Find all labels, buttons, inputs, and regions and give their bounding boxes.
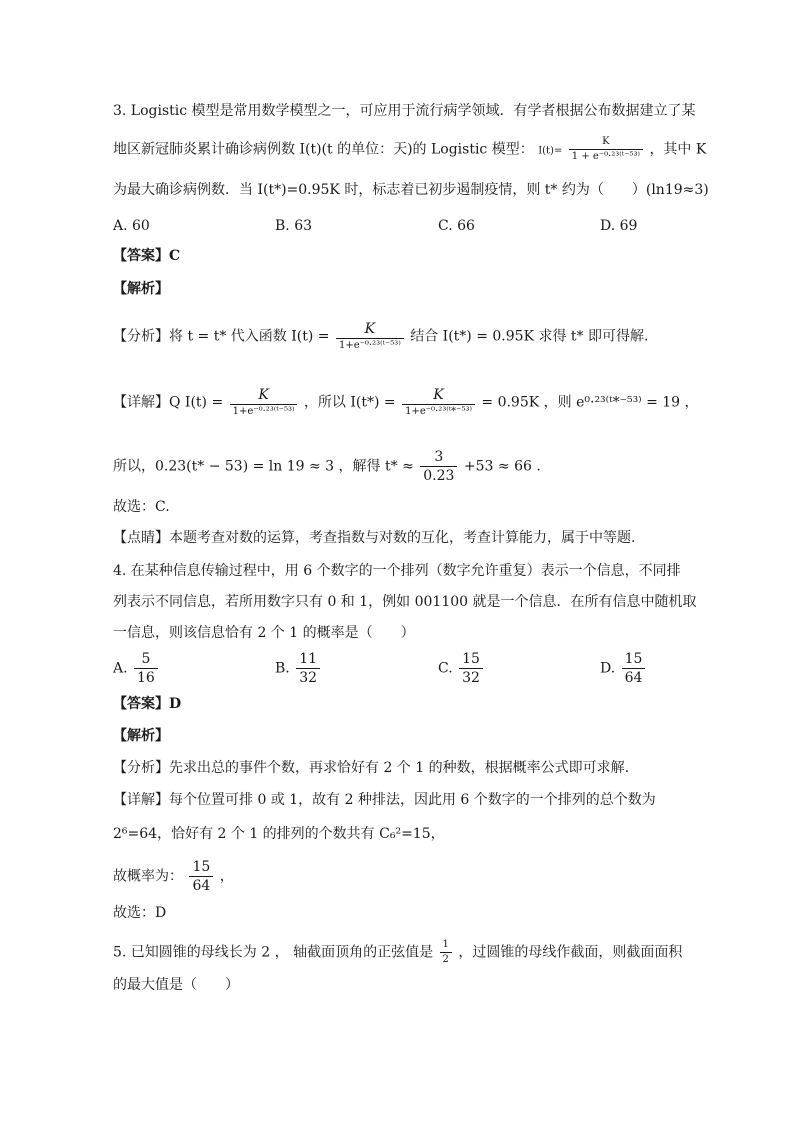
q3-xiangjie-fraction-1 <box>230 388 298 417</box>
q3-xiangjie-text-3: = 0.95K ，则 e⁰·²³⁽ᵗ*⁻⁵³⁾ = 19 ， <box>481 394 699 411</box>
q4-option-b-denominator: 32 <box>296 668 320 685</box>
q4-option-c <box>438 652 485 685</box>
q5-line-2: 的最大值是（ ） <box>113 977 239 993</box>
q4-gailv-numerator: 15 <box>192 859 211 875</box>
q3-formula-denominator: 1 + e⁻⁰·²³⁽ᵗ⁻⁵³⁾ <box>569 149 643 162</box>
q4-option-a <box>113 652 160 685</box>
q4-option-b-fraction <box>296 652 320 685</box>
q4-option-a-label: A. <box>113 660 128 677</box>
q4-line-2: 列表示不同信息，若所用数字只有 0 和 1，例如 001100 就是一个信息．在所有信息中随机取 <box>113 594 697 610</box>
q4-gailv <box>113 860 234 893</box>
q5-line-1 <box>113 940 682 965</box>
q3-fenxi-fraction <box>336 322 404 351</box>
q3-line-2-tail: ，其中 K <box>649 141 707 158</box>
q4-option-d <box>600 652 647 685</box>
q4-line-3: 一信息，则该信息恰有 2 个 1 的概率是（ ） <box>113 625 415 641</box>
q3-suoyi-text: 所以，0.23(t* − 53) = ln 19 ≈ 3 ，解得 t* ≈ <box>113 458 414 475</box>
q3-answer: 【答案】C <box>113 248 181 264</box>
q3-fenxi-tail: 结合 I(t*) = 0.95K 求得 t* 即可得解. <box>410 328 649 345</box>
q3-fenxi-text: 【分析】将 t = t* 代入函数 I(t) = <box>113 328 330 345</box>
q3-xiangjie-denominator-1: 1+e⁻⁰·²³⁽ᵗ⁻⁵³⁾ <box>230 404 298 417</box>
q4-jiexi-heading: 【解析】 <box>113 728 169 744</box>
q3-suoyi-numerator: 3 <box>434 449 444 465</box>
q4-option-c-fraction <box>459 652 483 685</box>
q4-guxuan: 故选：D <box>113 905 167 921</box>
q4-option-b-numerator: 11 <box>299 651 318 667</box>
q4-gailv-denominator: 64 <box>189 876 213 893</box>
q3-guxuan: 故选：C. <box>113 499 170 515</box>
q4-gailv-text: 故概率为： <box>113 868 183 885</box>
q4-option-c-numerator: 15 <box>462 651 480 667</box>
q3-xiangjie <box>113 388 699 417</box>
q3-line-1: 3. Logistic 模型是常用数学模型之一，可应用于流行病学领域．有学者根据公布数据建立了某 <box>113 103 696 119</box>
q3-xiangjie-text-1: 【详解】Q I(t) = <box>113 394 224 411</box>
q3-suoyi-tail: +53 ≈ 66 . <box>463 458 541 475</box>
q3-option-c: C. 66 <box>438 218 475 234</box>
q5-denominator: 2 <box>440 952 452 965</box>
q3-suoyi <box>113 450 541 483</box>
q4-gailv-tail: ， <box>219 868 234 885</box>
q3-formula-fraction <box>569 137 643 162</box>
q3-xiangjie-denominator-2: 1+e⁻⁰·²³⁽ᵗ*⁻⁵³⁾ <box>402 404 475 417</box>
q4-option-b <box>275 652 322 685</box>
q3-line-2-text: 地区新冠肺炎累计确诊病例数 I(t)(t 的单位：天)的 Logistic 模型： <box>113 141 534 158</box>
q3-option-a: A. 60 <box>113 218 150 234</box>
q3-dianjing: 【点睛】本题考查对数的运算，考查指数与对数的互化，考查计算能力，属于中等题. <box>113 530 636 546</box>
q3-xiangjie-numerator-2: K <box>433 387 444 403</box>
q3-formula-numerator: K <box>602 136 610 147</box>
q4-xiangjie-1: 【详解】每个位置可排 0 或 1，故有 2 种排法，因此用 6 个数字的一个排列的总个数为 <box>113 792 656 808</box>
q3-suoyi-fraction <box>420 450 457 483</box>
q5-line-1-tail: ，过圆锥的母线作截面，则截面面积 <box>458 944 683 961</box>
q3-jiexi-heading: 【解析】 <box>113 281 169 297</box>
q3-xiangjie-text-2: ，所以 I(t*) = <box>303 394 396 411</box>
q3-suoyi-denominator: 0.23 <box>420 466 457 483</box>
q3-line-3: 为最大确诊病例数．当 I(t*)=0.95K 时，标志着已初步遏制疫情，则 t* 约为（ ）(ln19≈3) <box>113 182 709 198</box>
q4-option-b-label: B. <box>275 660 290 677</box>
q4-line-1: 4. 在某种信息传输过程中，用 6 个数字的一个排列（数字允许重复）表示一个信息，不同排 <box>113 563 681 579</box>
q4-answer: 【答案】D <box>113 696 182 712</box>
q5-fraction <box>440 940 452 965</box>
q3-option-d: D. 69 <box>600 218 638 234</box>
q4-option-d-fraction <box>622 652 646 685</box>
q3-xiangjie-numerator-1: K <box>258 387 269 403</box>
q4-option-a-denominator: 16 <box>134 668 158 685</box>
q3-option-b: B. 63 <box>275 218 313 234</box>
q3-line-2 <box>113 137 706 162</box>
q4-fenxi: 【分析】先求出总的事件个数，再求恰好有 2 个 1 的种数，根据概率公式即可求解. <box>113 760 630 776</box>
q5-line-1-text: 5. 已知圆锥的母线长为 2 ， 轴截面顶角的正弦值是 <box>113 944 434 961</box>
q3-xiangjie-fraction-2 <box>402 388 475 417</box>
q4-gailv-fraction <box>189 860 213 893</box>
q3-formula-lhs: I(t)= <box>538 145 563 157</box>
q4-option-d-label: D. <box>600 660 616 677</box>
q3-fenxi-numerator: K <box>364 321 376 337</box>
q3-fenxi-denominator: 1+e⁻⁰·²³⁽ᵗ⁻⁵³⁾ <box>336 338 404 351</box>
q4-xiangjie-2: 2⁶=64，恰好有 2 个 1 的排列的个数共有 C₆²=15， <box>113 826 445 842</box>
q4-option-a-fraction <box>134 652 158 685</box>
q4-option-d-numerator: 15 <box>624 651 643 667</box>
q4-option-a-numerator: 5 <box>141 651 151 667</box>
q3-fenxi <box>113 322 648 351</box>
q4-option-c-denominator: 32 <box>459 668 483 685</box>
q4-option-c-label: C. <box>438 660 453 677</box>
q4-option-d-denominator: 64 <box>622 668 646 685</box>
q5-numerator: 1 <box>442 939 449 950</box>
